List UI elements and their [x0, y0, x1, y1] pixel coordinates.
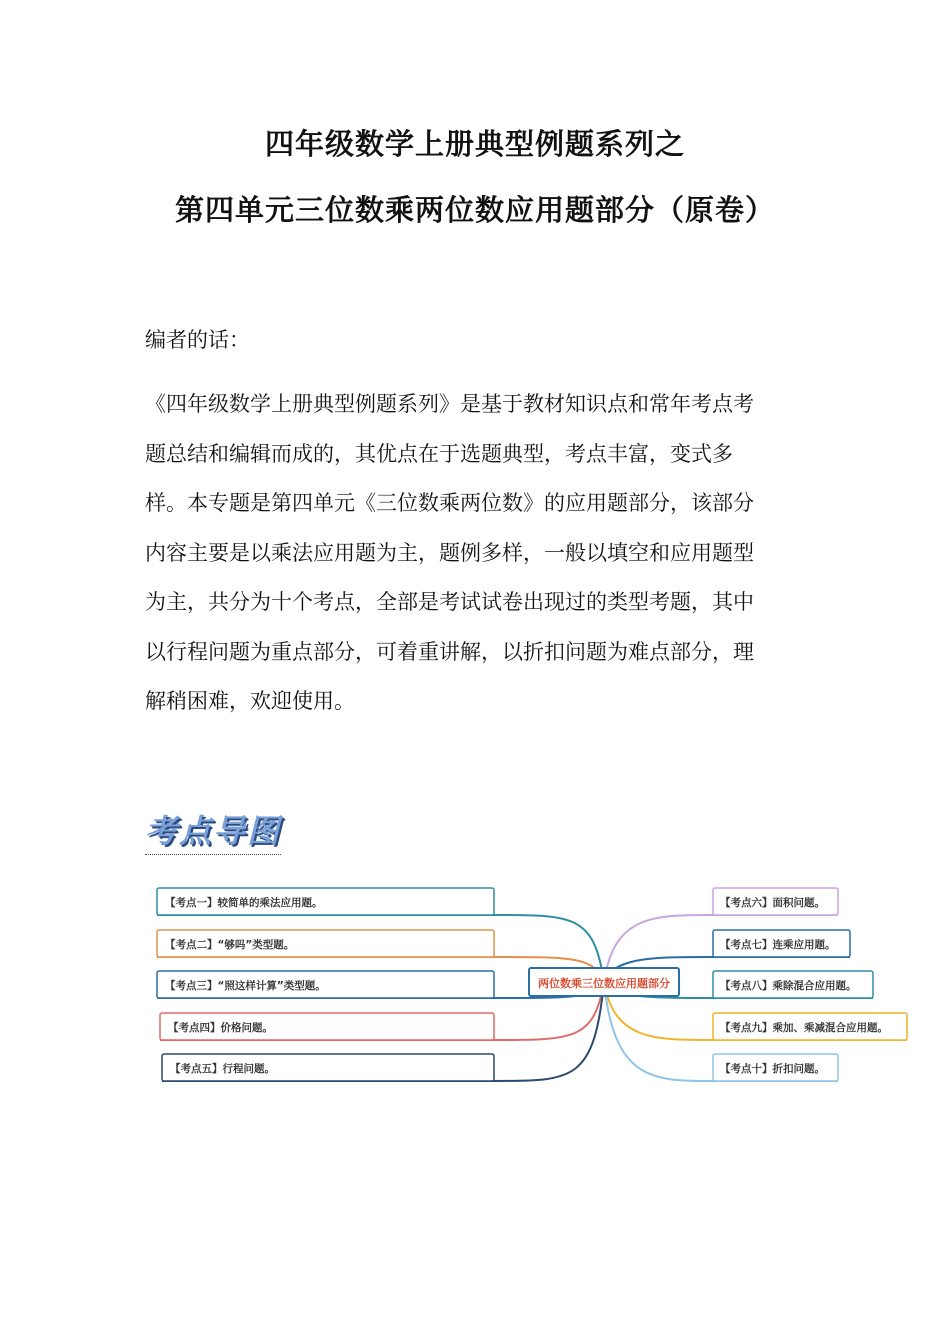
- node-label: 【考点二】“够吗”类型题。: [165, 939, 295, 951]
- paragraph-line: 内容主要是以乘法应用题为主，题例多样，一般以填空和应用题型: [145, 540, 754, 565]
- node-label: 【考点九】乘加、乘减混合应用题。: [720, 1022, 888, 1034]
- node-label: 【考点一】较简单的乘法应用题。: [165, 897, 323, 909]
- editor-label: 编者的话：: [145, 328, 250, 352]
- title-line-2: 第四单元三位数乘两位数应用题部分（原卷）: [174, 193, 775, 227]
- node-label: 【考点十】折扣问题。: [720, 1063, 825, 1075]
- node-label: 【考点八】乘除混合应用题。: [720, 980, 857, 992]
- center-node-label: 两位数乘三位数应用题部分: [538, 977, 670, 990]
- node-label: 【考点六】面积问题。: [720, 897, 825, 909]
- title-line-1: 四年级数学上册典型例题系列之: [264, 127, 685, 161]
- paragraph-line: 样。本专题是第四单元《三位数乘两位数》的应用题部分，该部分: [145, 491, 754, 515]
- paragraph-line: 题总结和编辑而成的，其优点在于选题典型，考点丰富，变式多: [145, 441, 733, 466]
- paragraph-line: 为主，共分为十个考点，全部是考试试卷出现过的类型考题，其中: [145, 590, 754, 614]
- node-label: 【考点五】行程问题。: [170, 1063, 275, 1075]
- node-label: 【考点七】连乘应用题。: [720, 939, 836, 951]
- paragraph-line: 《四年级数学上册典型例题系列》是基于教材知识点和常年考点考: [145, 392, 754, 416]
- paragraph-line: 以行程问题为重点部分，可着重讲解，以折扣问题为难点部分，理: [145, 639, 754, 664]
- paragraph-line: 解稍困难，欢迎使用。: [145, 689, 355, 713]
- mindmap-heading: 考点导图: [145, 806, 281, 855]
- node-label: 【考点三】“照这样计算”类型题。: [165, 980, 326, 992]
- node-label: 【考点四】价格问题。: [168, 1022, 273, 1034]
